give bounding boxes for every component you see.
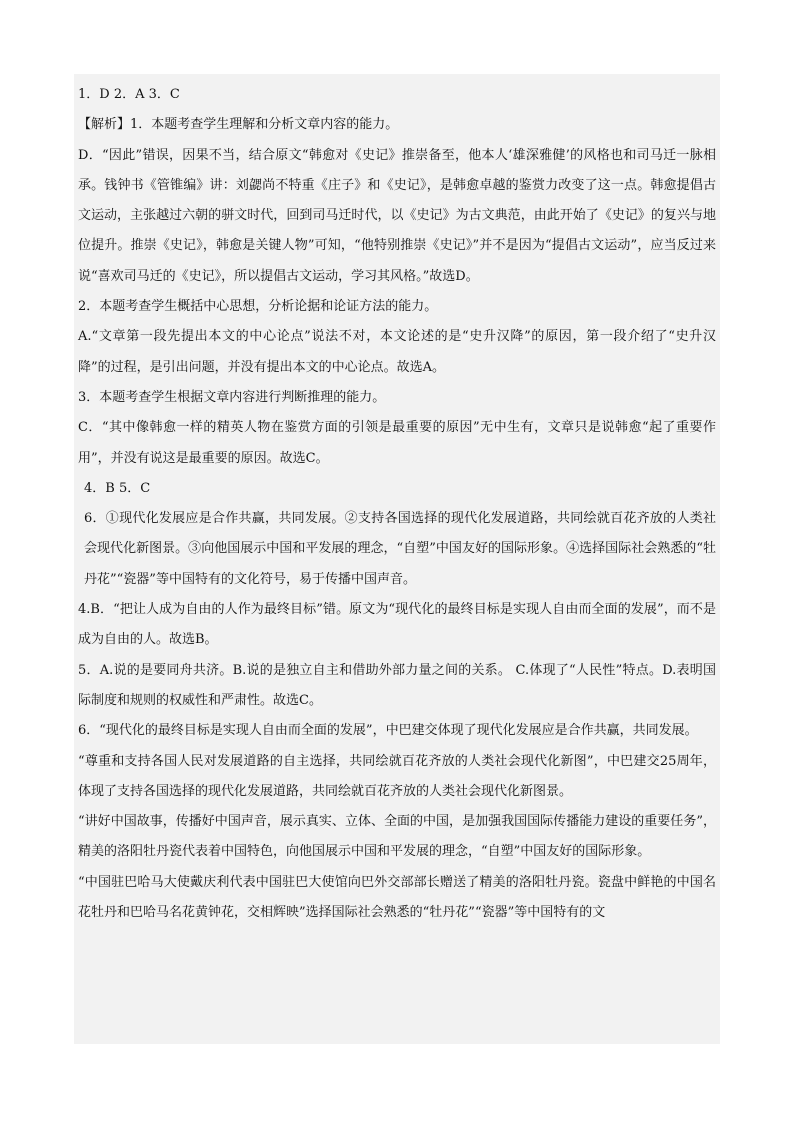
analysis-paragraph-12: “中国驻巴哈马大使戴庆利代表中国驻巴大使馆向巴外交部部长赠送了精美的洛阳牡丹瓷。瓷盘中鲜艳的中国名花牡丹和巴哈马名花黄钟花，交相辉映”选择国际社会熟悉的“牡丹花”“瓷器”等中国特有的文 bbox=[78, 874, 716, 921]
answer-line-1: 1．D 2．A 3．C bbox=[78, 87, 180, 102]
analysis-paragraph-8: 5．A.说的是要同舟共济。B.说的是独立自主和借助外部力量之间的关系。 C.体现了“人民性”特点。D.表明国际制度和规则的权威性和严肃性。故选C。 bbox=[78, 662, 716, 708]
analysis-paragraph-10: “尊重和支持各国人民对发展道路的自主选择，共同绘就百花齐放的人类社会现代化新图”，中巴建交25周年，体现了支持各国选择的现代化发展道路，共同绘就百花齐放的人类社会现代化新图景。 bbox=[78, 753, 716, 799]
analysis-paragraph-4: 3．本题考查学生根据文章内容进行判断推理的能力。 bbox=[78, 389, 386, 405]
analysis-paragraph-1: D．“因此”错误，因果不当，结合原文“韩愈对《史记》推崇备至，他本人‘雄深雅健’的风格也和司马迁一脉相承。钱钟书《管锥编》讲：刘勰尚不特重《庄子》和《史记》，是韩愈卓越的鉴赏力改变了这一点。韩愈提倡古文运动，主张越过六朝的骈文时代，回到司马迁时代，以《史记》为古文典范，由此开始了《史记》的复兴与地位提升。推崇《史记》，韩愈是关键人物”可知，“他特别推崇《史记》”并不是因为“提倡古文运动”，应当反过来说“喜欢司马迁的《史记》，所以提倡古文运动，学习其风格。”故选D。 bbox=[78, 147, 716, 284]
answer-line-2: 4．B 5．C bbox=[84, 480, 151, 496]
analysis-paragraph-5: C．“其中像韩愈一样的精英人物在鉴赏方面的引领是最重要的原因”无中生有，文章只是说韩愈“起了重要作用”，并没有说这是最重要的原因。故选C。 bbox=[78, 420, 716, 466]
analysis-paragraph-2: 2．本题考查学生概括中心思想，分析论据和论证方法的能力。 bbox=[78, 299, 438, 315]
analysis-paragraph-7: 4.B．“把让人成为自由的人作为最终目标”错。原文为“现代化的最终目标是实现人自由而全面的发展”，而不是成为自由的人。故选B。 bbox=[78, 602, 716, 648]
document-page bbox=[74, 74, 720, 1044]
analysis-paragraph-9: 6．“现代化的最终目标是实现人自由而全面的发展”，中巴建交体现了现代化发展应是合作共赢，共同发展。 bbox=[78, 723, 698, 739]
analysis-heading: 【解析】1．本题考查学生理解和分析文章内容的能力。 bbox=[78, 117, 399, 133]
analysis-paragraph-3: A.“文章第一段先提出本文的中心论点”说法不对，本文论述的是“史升汉降”的原因，第一段介绍了“史升汉降”的过程，是引出问题，并没有提出本文的中心论点。故选A。 bbox=[78, 329, 716, 375]
analysis-paragraph-6: 6．①现代化发展应是合作共赢，共同发展。②支持各国选择的现代化发展道路，共同绘就百花齐放的人类社会现代化新图景。③向他国展示中国和平发展的理念，“自塑”中国友好的国际形象。④选择国际社会熟悉的“牡丹花”“瓷器”等中国特有的文化符号，易于传播中国声音。 bbox=[84, 511, 716, 587]
analysis-paragraph-11: “讲好中国故事，传播好中国声音，展示真实、立体、全面的中国，是加强我国国际传播能力建设的重要任务”，精美的洛阳牡丹瓷代表着中国特色，向他国展示中国和平发展的理念，“自塑”中国友好的国际形象。 bbox=[78, 814, 716, 860]
